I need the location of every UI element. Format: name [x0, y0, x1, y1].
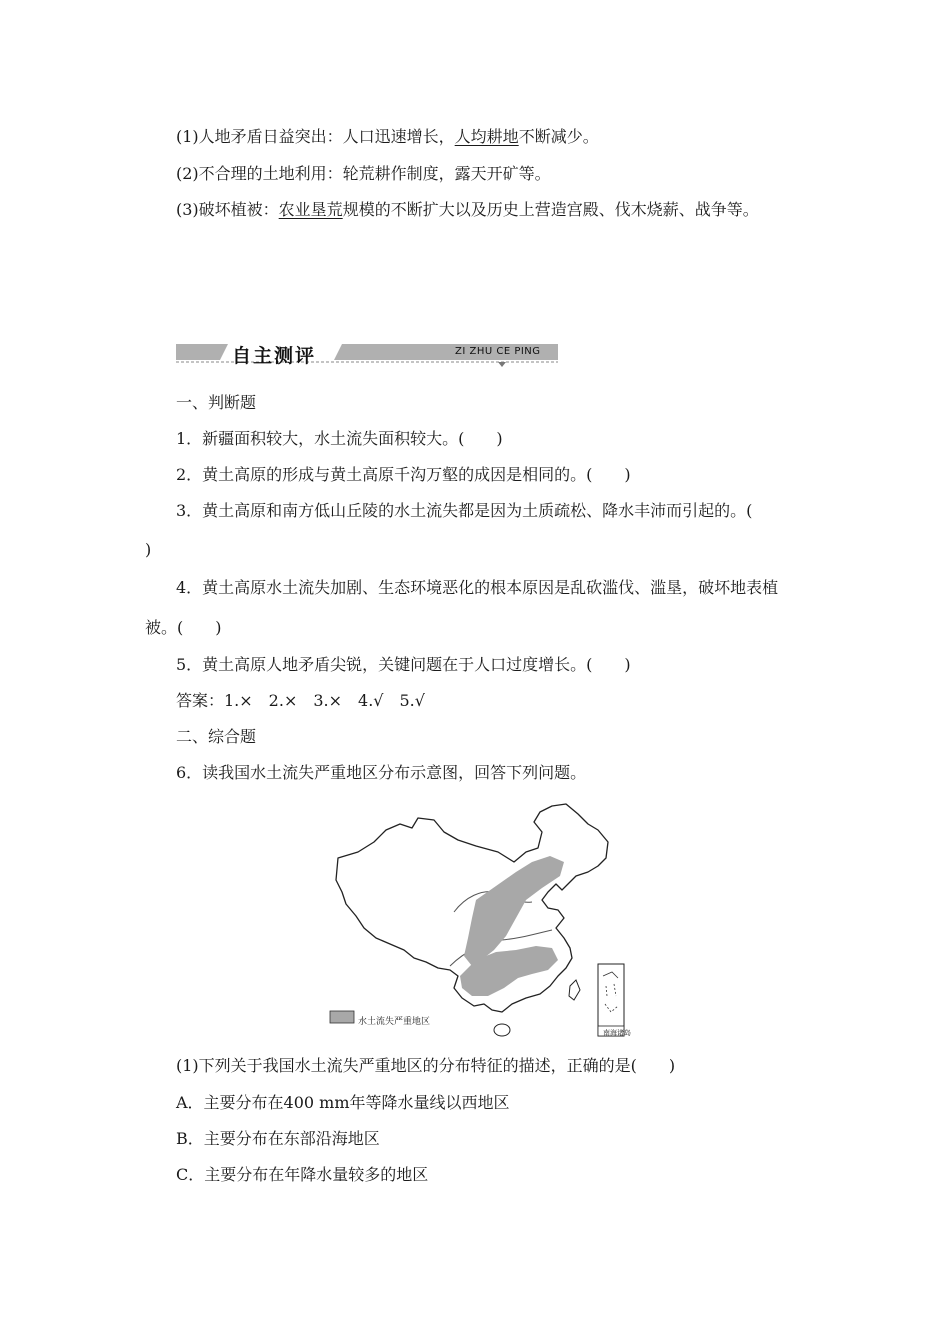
question-2: 2．黄土高原的形成与黄土高原千沟万壑的成因是相同的。( ) [176, 465, 631, 484]
map-legend-label: 水土流失严重地区 [358, 1017, 431, 1027]
banner-title: 自主测评 [232, 345, 317, 367]
question-4-line-2: 被。( ) [145, 618, 222, 637]
cause-item-3 [176, 200, 759, 220]
map-graphic [326, 800, 626, 1040]
cause-3-underlined: 农业垦荒 [278, 200, 343, 219]
answer-key: 答案：1.× 2.× 3.× 4.√ 5.√ [176, 691, 425, 710]
banner-subtitle: ZI ZHU CE PING [455, 346, 541, 357]
china-soil-erosion-map [326, 800, 626, 1040]
question-3-line-1: 3．黄土高原和南方低山丘陵的水土流失都是因为土质疏松、降水丰沛而引起的。( [176, 501, 753, 520]
cause-item-2: (2)不合理的土地利用：轮荒耕作制度，露天开矿等。 [176, 164, 551, 183]
option-b: B．主要分布在东部沿海地区 [176, 1129, 380, 1148]
cause-1-underlined: 人均耕地 [454, 127, 519, 146]
question-5: 5．黄土高原人地矛盾尖锐，关键问题在于人口过度增长。( ) [176, 655, 631, 674]
question-3-line-2: ) [145, 540, 152, 559]
option-c: C．主要分布在年降水量较多的地区 [176, 1165, 429, 1184]
option-a: A．主要分布在400 mm年等降水量线以西地区 [176, 1093, 510, 1112]
question-6: 6．读我国水土流失严重地区分布示意图，回答下列问题。 [176, 763, 587, 782]
cause-3-text: (3)破坏植被： [176, 200, 279, 219]
question-4-line-1: 4．黄土高原水土流失加剧、生态环境恶化的根本原因是乱砍滥伐、滥垦，破坏地表植 [176, 578, 779, 597]
cause-3-tail: 规模的不断扩大以及历史上营造宫殿、伐木烧薪、战争等。 [342, 200, 759, 219]
hainan-island [494, 1024, 510, 1036]
section-1-heading: 一、判断题 [176, 393, 257, 412]
cause-1-tail: 不断减少。 [518, 127, 599, 146]
cause-1-text: (1)人地矛盾日益突出：人口迅速增长， [176, 127, 455, 146]
taiwan-island [569, 980, 580, 1000]
south-sea-inset [598, 964, 624, 1036]
map-inset-label: 南海诸岛 [603, 1029, 631, 1037]
cause-item-1 [176, 127, 599, 147]
question-1: 1．新疆面积较大，水土流失面积较大。( ) [176, 429, 503, 448]
section-2-heading: 二、综合题 [176, 727, 257, 746]
sub-question-1: (1)下列关于我国水土流失严重地区的分布特征的描述，正确的是( ) [176, 1056, 676, 1075]
legend-swatch [330, 1011, 354, 1023]
